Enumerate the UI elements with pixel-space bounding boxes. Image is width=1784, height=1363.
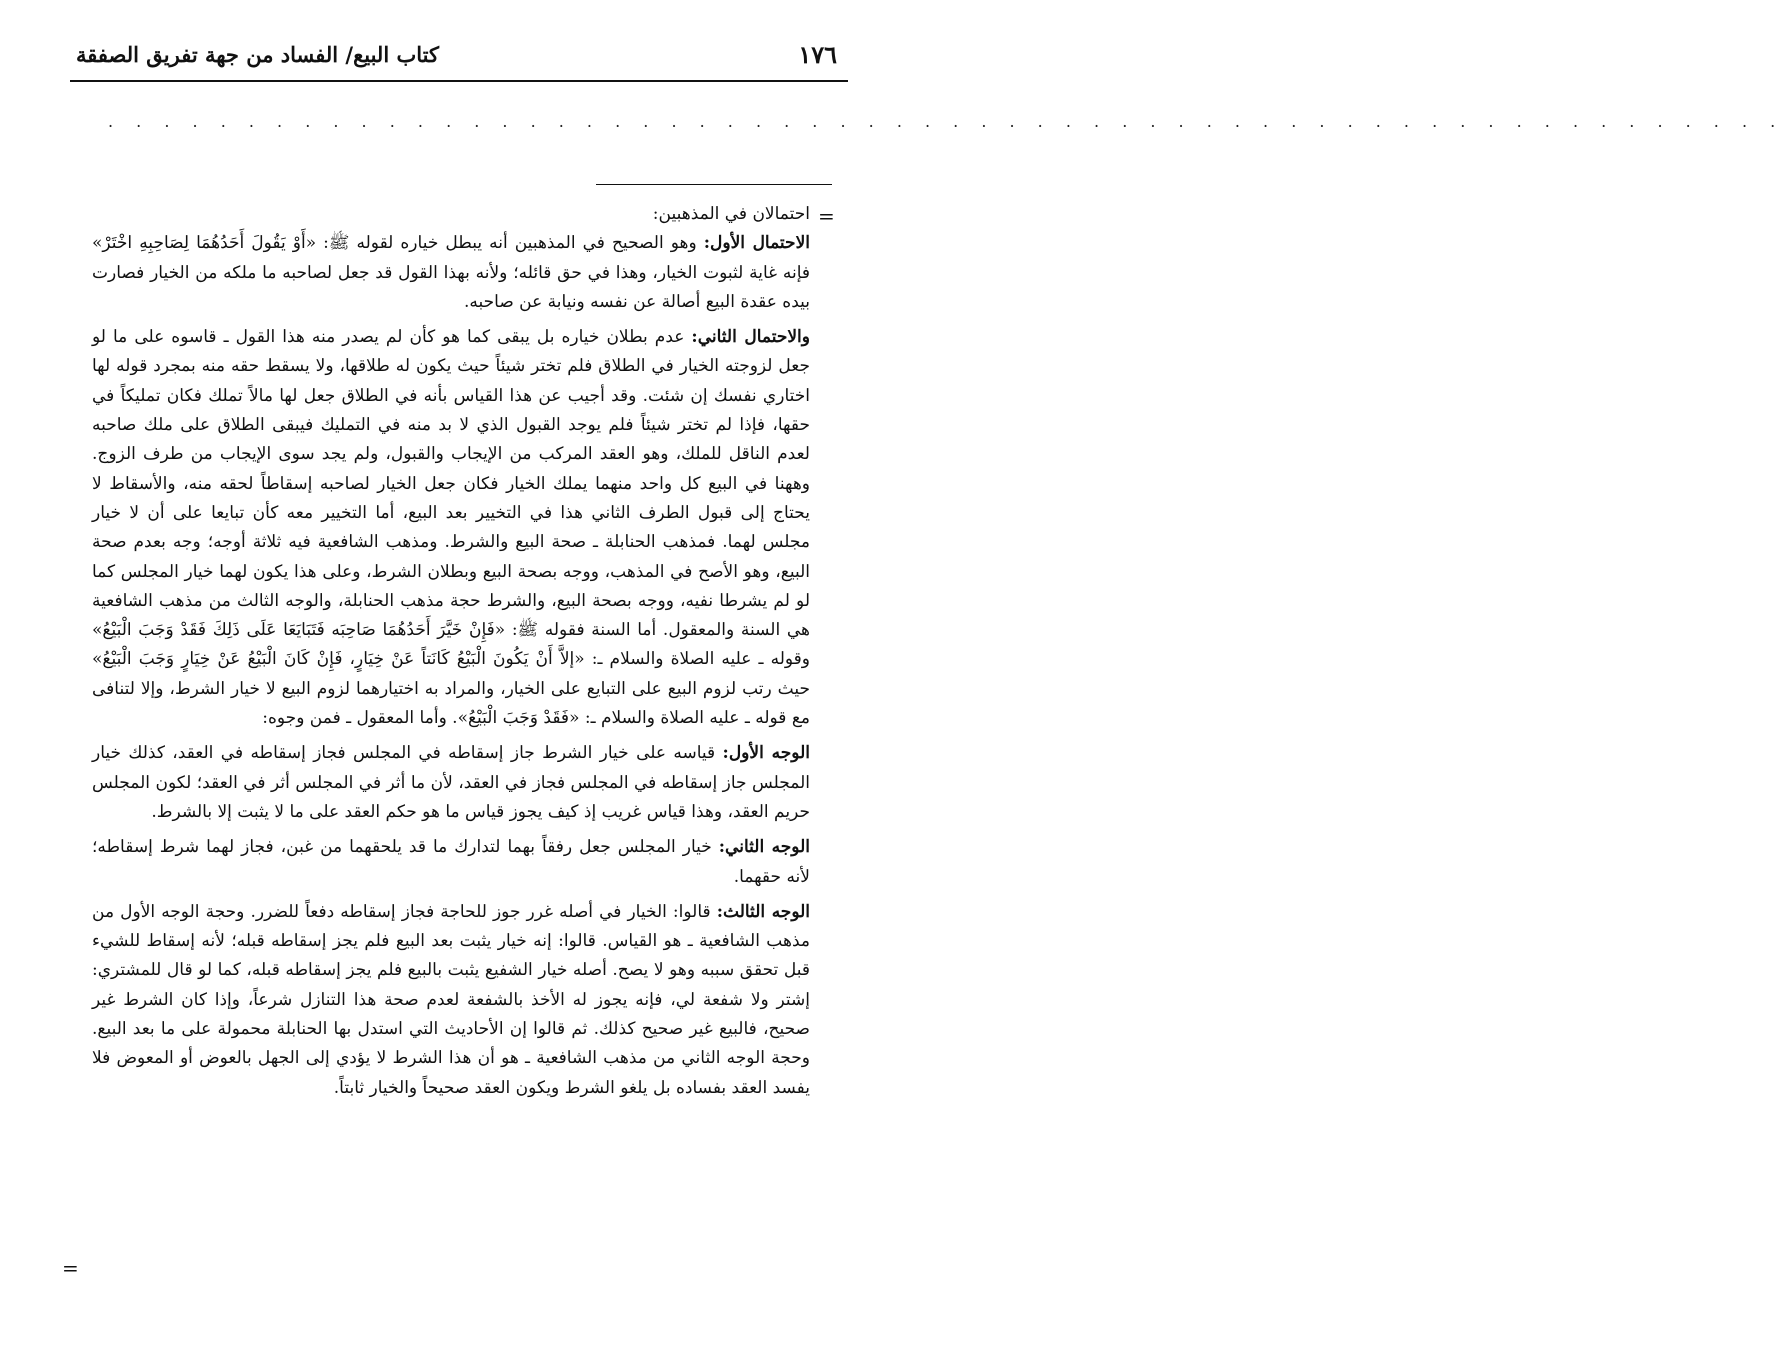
paragraph-first-aspect xyxy=(92,739,810,827)
page-header xyxy=(70,38,845,82)
paragraph-body: قياسه على خيار الشرط جاز إسقاطه في المجلس فجاز إسقاطه في العقد، كذلك خيار المجلس جاز إسقاطه في المجلس فجاز في العقد، لأن ما أثر في المجلس أثر في العقد؛ لكون المجلس حريم العقد، وهذا قياس غريب إذ كيف يجوز قياس ما هو حكم العقد على ما لا يثبت إلا بالشرط. xyxy=(92,743,810,822)
paragraph-first-possibility xyxy=(92,229,810,317)
paragraph-second-aspect xyxy=(92,833,810,892)
paragraph-lead: الوجه الثاني: xyxy=(718,837,810,858)
continuation-mark-top: = xyxy=(818,204,835,228)
paragraph-body: وهو الصحيح في المذهبين أنه يبطل خياره لقوله ﷺ: «أَوْ يَقُولَ أَحَدُهُمَا لِصَاحِبِهِ اخْتَرْ» فإنه غاية لثبوت الخيار، وهذا في حق قائله؛ ولأنه بهذا القول قد جعل لصاحبه ما ملكه من الخيار فصارت بيده عقدة البيع أصالة عن نفسه ونيابة عن صاحبه. xyxy=(92,233,810,312)
running-title: كتاب البيع/ الفساد من جهة تفريق الصفقة xyxy=(76,42,439,67)
footnote-rule xyxy=(596,184,832,185)
footnote-text xyxy=(92,200,810,1109)
paragraph-body: قالوا: الخيار في أصله غرر جوز للحاجة فجاز إسقاطه دفعاً للضرر. وحجة الوجه الأول من مذهب الشافعية ـ هو القياس. قالوا: إنه خيار يثبت بعد البيع فلم يجز إسقاطه قبله؛ لأنه إسقاط للشيء قبل تحقق سببه وهو لا يصح. أصله خيار الشفيع يثبت بالبيع فلم يجز إسقاطه قبله، كما لو قال للمشتري: إشتر ولا شفعة لي، فإنه يجوز له الأخذ بالشفعة لعدم صحة هذا التنازل شرعاً، وإذا كان الشرط غير صحيح، فالبيع غير صحيح كذلك. ثم قالوا إن الأحاديث التي استدل بها الحنابلة محمولة على ما بعد البيع. وحجة الوجه الثاني من مذهب الشافعية ـ هو أن هذا الشرط لا يؤدي إلى الجهل بالعوض أو المعوض فلا يفسد العقد بفساده بل يلغو الشرط ويكون العقد صحيحاً والخيار ثابتاً. xyxy=(92,901,810,1098)
dotted-separator: . . . . . . . . . . . . . . . . . . . . . . . . . . . . . . . . . . . . . . . . . . . . . . . . . . . . . . . . . . . . xyxy=(108,112,1784,131)
paragraph-lead: الوجه الأول: xyxy=(722,743,810,764)
page-number: ١٧٦ xyxy=(798,40,837,69)
continuation-mark-bottom: = xyxy=(62,1256,79,1280)
paragraph-lead: والاحتمال الثاني: xyxy=(691,327,810,348)
paragraph-body: خيار المجلس جعل رفقاً بهما لتدارك ما قد يلحقهما من غبن، فجاز لهما شرط إسقاطه؛ لأنه حقهما. xyxy=(92,837,810,887)
paragraph-third-aspect xyxy=(92,898,810,1103)
paragraph-lead: الاحتمال الأول: xyxy=(703,233,810,254)
footnote-intro: احتمالان في المذهبين: xyxy=(652,204,810,224)
paragraph-body: عدم بطلان خياره بل يبقى كما هو كأن لم يصدر منه هذا القول ـ قاسوه على ما لو جعل لزوجته الخيار في الطلاق فلم تختر شيئاً حيث يكون له طلاقها، ولا يسقط حقه منه بمجرد قوله لها اختاري نفسك إن شئت. وقد أجيب عن هذا القياس بأنه في الطلاق جعل لها مالاً تملك فكان تمليكاً في حقها، فإذا لم تختر شيئاً فلم يوجد القبول الذي لا بد منه في التمليك فيبقى الطلاق على ملك صاحبه لعدم الناقل للملك، وهو العقد المركب من الإيجاب والقبول، ولم يجد سوى الإيجاب من طرف الزوج. وههنا في البيع كل واحد منهما يملك الخيار فكان جعل الخيار لصاحبه إسقاطاً لحقه منه، والأسقاط لا يحتاج إلى قبول الطرف الثاني هذا في التخيير بعد البيع، أما التخيير معه كأن تبايعا على أن لا خيار مجلس لهما. فمذهب الحنابلة ـ صحة البيع والشرط. ومذهب الشافعية فيه ثلاثة أوجه؛ وجه بعدم صحة البيع، وهو الأصح في المذهب، ووجه بصحة البيع وبطلان الشرط، وعلى هذا يكون لهما خيار المجلس كما لو لم يشرطا نفيه، ووجه بصحة البيع، والشرط حجة مذهب الحنابلة، والوجه الثالث من مذهب الشافعية هي السنة والمعقول. أما السنة فقوله ﷺ: «فَإِنْ خَيَّرَ أَحَدُهُمَا صَاحِبَه فَتَبَايَعَا عَلَى ذَلِكَ فَقَدْ وَجَبَ الْبَيْعُ» وقوله ـ عليه الصلاة والسلام ـ: «إلاَّ أَنْ يَكُونَ الْبَيْعُ كَانَتاً عَنْ خِيَارٍ، فَإِنْ كَانَ الْبَيْعُ عَنْ خِيَارٍ وَجَبَ الْبَيْعُ» حيث رتب لزوم البيع على التبايع على الخيار، والمراد به اختيارهما لزوم البيع لا خيار الشرط، وإلا لتنافى مع قوله ـ عليه الصلاة والسلام ـ: «فَقَدْ وَجَبَ الْبَيْعُ». وأما المعقول ـ فمن وجوه: xyxy=(92,327,810,729)
paragraph-second-possibility xyxy=(92,323,810,733)
paragraph-lead: الوجه الثالث: xyxy=(716,901,810,922)
header-rule xyxy=(70,80,848,82)
